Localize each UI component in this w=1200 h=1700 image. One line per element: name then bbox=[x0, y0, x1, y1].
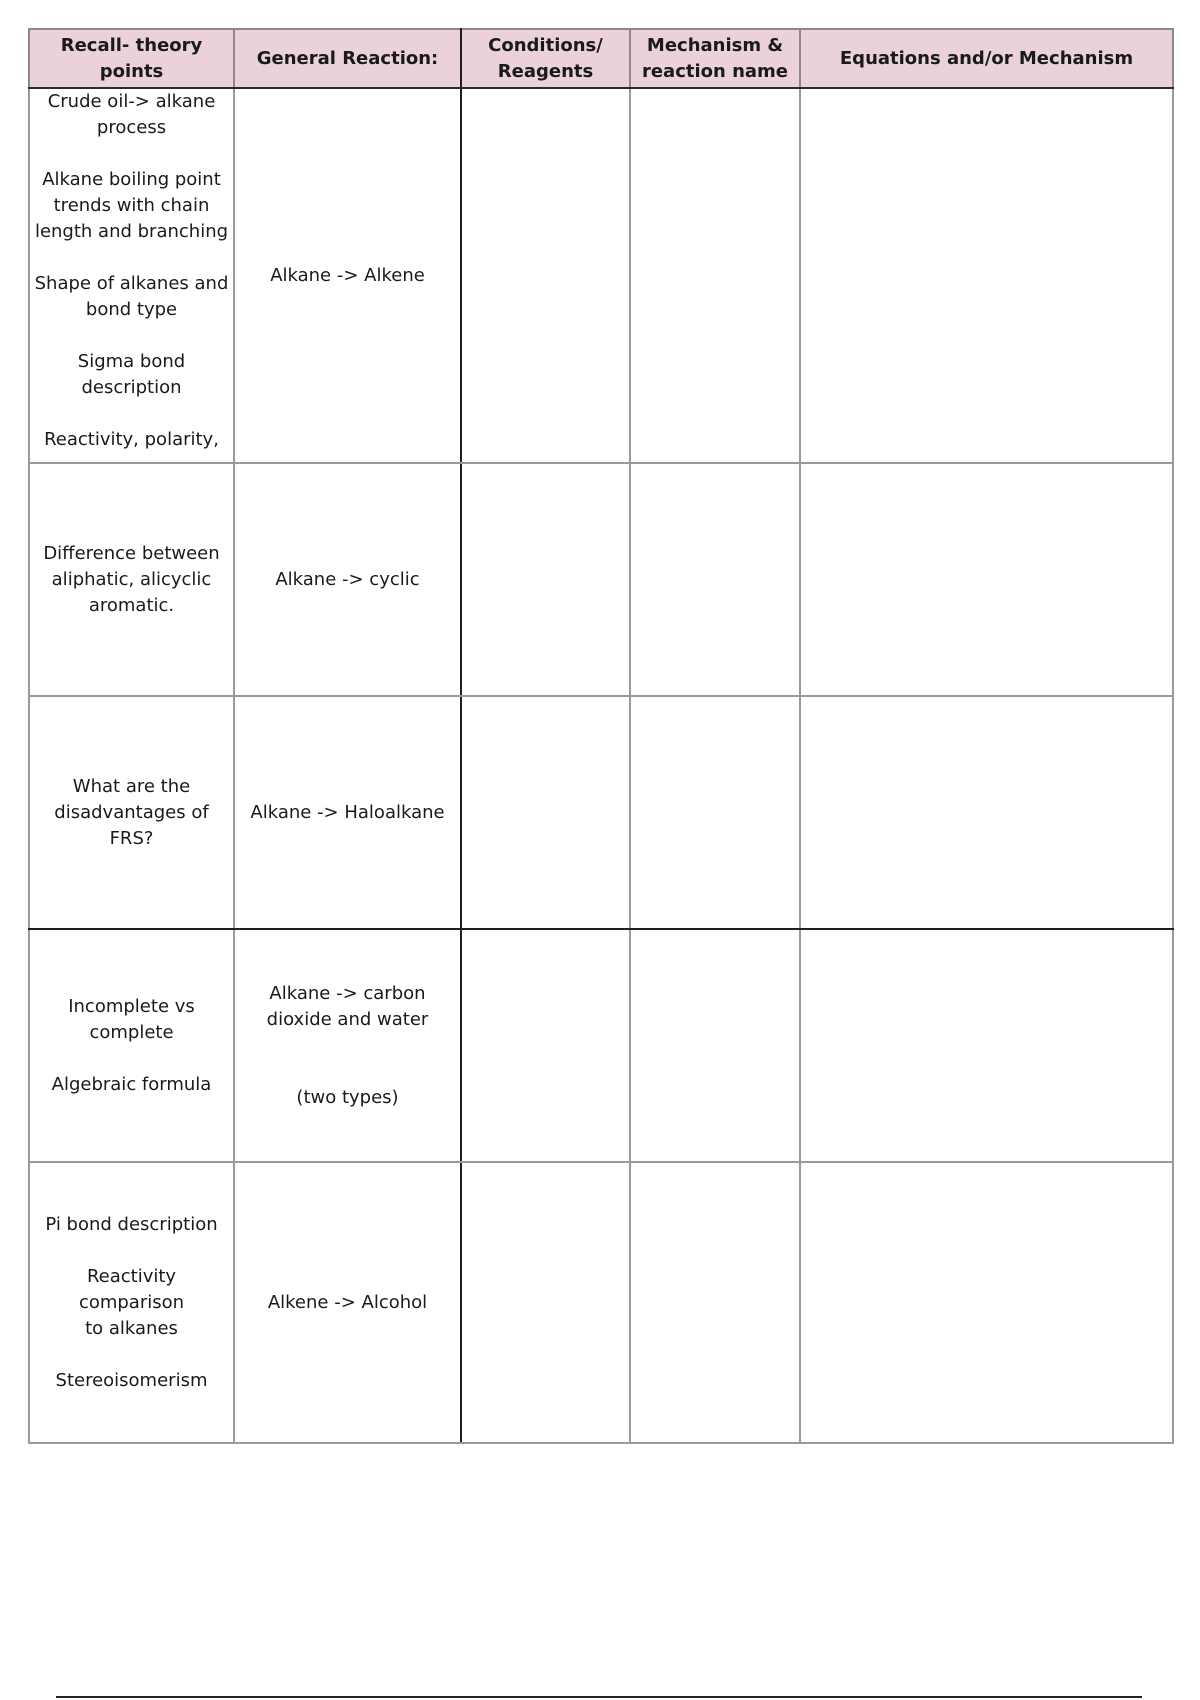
header-conditions-reagents: Conditions/ Reagents bbox=[461, 29, 630, 88]
conditions-cell[interactable] bbox=[461, 463, 630, 696]
revision-sheet bbox=[28, 28, 1172, 1444]
mechanism-cell[interactable] bbox=[630, 1162, 800, 1443]
conditions-cell[interactable] bbox=[461, 1162, 630, 1443]
reaction-cell: Alkene -> Alcohol bbox=[234, 1162, 461, 1443]
reaction-cell: Alkane -> Haloalkane bbox=[234, 696, 461, 929]
recall-cell: Pi bond description Reactivity comparison to alkanes Stereoisomerism bbox=[29, 1162, 234, 1443]
conditions-cell[interactable] bbox=[461, 929, 630, 1162]
header-mechanism-reaction-name: Mechanism & reaction name bbox=[630, 29, 800, 88]
mechanism-cell[interactable] bbox=[630, 696, 800, 929]
footer-divider bbox=[56, 1696, 1142, 1698]
reaction-cell: Alkane -> carbon dioxide and water (two types) bbox=[234, 929, 461, 1162]
table-row bbox=[29, 463, 1173, 696]
table-row bbox=[29, 1162, 1173, 1443]
conditions-cell[interactable] bbox=[461, 696, 630, 929]
equations-cell[interactable] bbox=[800, 463, 1173, 696]
equations-cell[interactable] bbox=[800, 1162, 1173, 1443]
revision-table bbox=[28, 28, 1174, 1444]
header-row bbox=[29, 29, 1173, 88]
header-equations-mechanism: Equations and/or Mechanism bbox=[800, 29, 1173, 88]
table-row bbox=[29, 929, 1173, 1162]
header-general-reaction: General Reaction: bbox=[234, 29, 461, 88]
table-row bbox=[29, 88, 1173, 463]
mechanism-cell[interactable] bbox=[630, 463, 800, 696]
recall-cell: What are the disadvantages of FRS? bbox=[29, 696, 234, 929]
mechanism-cell[interactable] bbox=[630, 88, 800, 463]
reaction-cell: Alkane -> Alkene bbox=[234, 88, 461, 463]
header-recall-theory-points: Recall- theory points bbox=[29, 29, 234, 88]
table-row bbox=[29, 696, 1173, 929]
mechanism-cell[interactable] bbox=[630, 929, 800, 1162]
recall-cell: Incomplete vs complete Algebraic formula bbox=[29, 929, 234, 1162]
recall-cell: Difference between aliphatic, alicyclic aromatic. bbox=[29, 463, 234, 696]
equations-cell[interactable] bbox=[800, 929, 1173, 1162]
conditions-cell[interactable] bbox=[461, 88, 630, 463]
equations-cell[interactable] bbox=[800, 88, 1173, 463]
equations-cell[interactable] bbox=[800, 696, 1173, 929]
reaction-cell: Alkane -> cyclic bbox=[234, 463, 461, 696]
recall-cell: Crude oil-> alkane process Alkane boiling point trends with chain length and branching Shape of alkanes and bond type Sigma bond description Reactivity, polarity, bbox=[29, 88, 234, 463]
